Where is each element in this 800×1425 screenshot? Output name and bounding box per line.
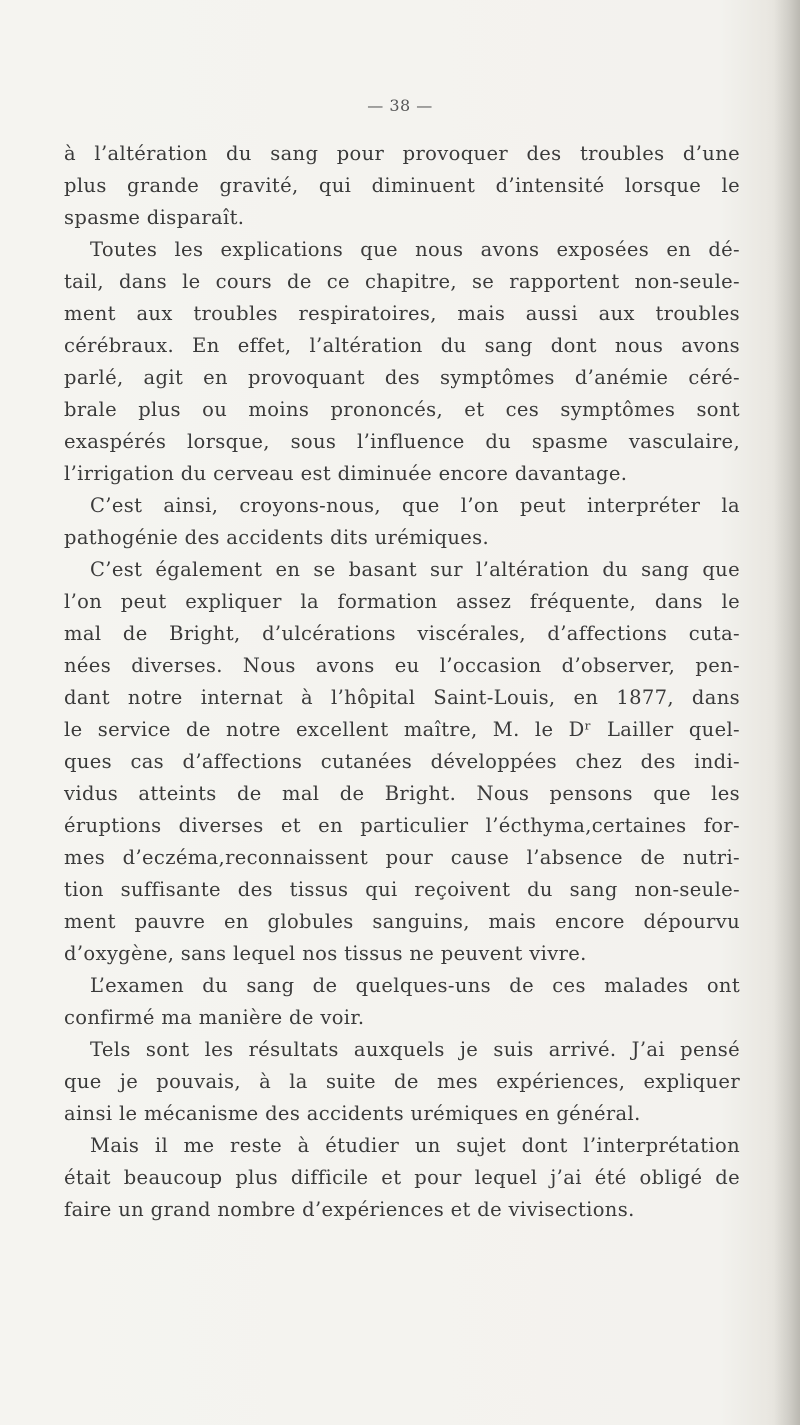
text-line: vidus atteints de mal de Bright. Nous pensons que les [64, 782, 740, 805]
page-edge-shadow [774, 0, 800, 1425]
text-line: l’irrigation du cerveau est diminuée encore davantage. [64, 462, 628, 485]
text-line: que je pouvais, à la suite de mes expériences, expliquer [64, 1070, 740, 1093]
text-line: mal de Bright, d’ulcérations viscérales, d’affections cuta- [64, 622, 740, 645]
text-line: Tels sont les résultats auxquels je suis arrivé. J’ai pensé [90, 1038, 740, 1061]
text-line: exaspérés lorsque, sous l’influence du spasme vasculaire, [64, 430, 740, 453]
text-line: faire un grand nombre d’expériences et de vivisections. [64, 1198, 635, 1221]
text-line: ment aux troubles respiratoires, mais aussi aux troubles [64, 302, 740, 325]
text-line: L’examen du sang de quelques-uns de ces malades ont [90, 974, 740, 997]
text-line: mes d’eczéma,reconnaissent pour cause l’absence de nutri- [64, 846, 740, 869]
text-line: l’on peut expliquer la formation assez fréquente, dans le [64, 590, 740, 613]
text-line: cérébraux. En effet, l’altération du sang dont nous avons [64, 334, 740, 357]
text-line: le service de notre excellent maître, M. le Dʳ Lailler quel- [64, 718, 740, 741]
text-line: tion suffisante des tissus qui reçoivent du sang non-seule- [64, 878, 740, 901]
text-line: ment pauvre en globules sanguins, mais encore dépourvu [64, 910, 740, 933]
text-line: ques cas d’affections cutanées développées chez des indi- [64, 750, 740, 773]
text-line: ainsi le mécanisme des accidents urémiques en général. [64, 1102, 641, 1125]
text-line: spasme disparaît. [64, 206, 245, 229]
text-line: Toutes les explications que nous avons exposées en dé- [90, 238, 740, 261]
text-line: était beaucoup plus difficile et pour lequel j’ai été obligé de [64, 1166, 740, 1189]
text-line: d’oxygène, sans lequel nos tissus ne peuvent vivre. [64, 942, 587, 965]
text-line: confirmé ma manière de voir. [64, 1006, 365, 1029]
body-text [64, 138, 740, 1226]
text-line: C’est également en se basant sur l’altération du sang que [90, 558, 740, 581]
text-line: plus grande gravité, qui diminuent d’intensité lorsque le [64, 174, 740, 197]
text-line: parlé, agit en provoquant des symptômes d’anémie céré- [64, 366, 740, 389]
text-line: brale plus ou moins prononcés, et ces symptômes sont [64, 398, 740, 421]
text-line: dant notre internat à l’hôpital Saint-Louis, en 1877, dans [64, 686, 740, 709]
text-line: pathogénie des accidents dits urémiques. [64, 526, 490, 549]
text-line: tail, dans le cours de ce chapitre, se rapportent non-seule- [64, 270, 740, 293]
text-line: Mais il me reste à étudier un sujet dont l’interprétation [90, 1134, 740, 1157]
text-line: à l’altération du sang pour provoquer des troubles d’une [64, 142, 740, 165]
text-line: nées diverses. Nous avons eu l’occasion d’observer, pen- [64, 654, 740, 677]
text-line: C’est ainsi, croyons-nous, que l’on peut interpréter la [90, 494, 740, 517]
text-line: éruptions diverses et en particulier l’écthyma,certaines for- [64, 814, 740, 837]
page-number: — 38 — [367, 96, 433, 115]
